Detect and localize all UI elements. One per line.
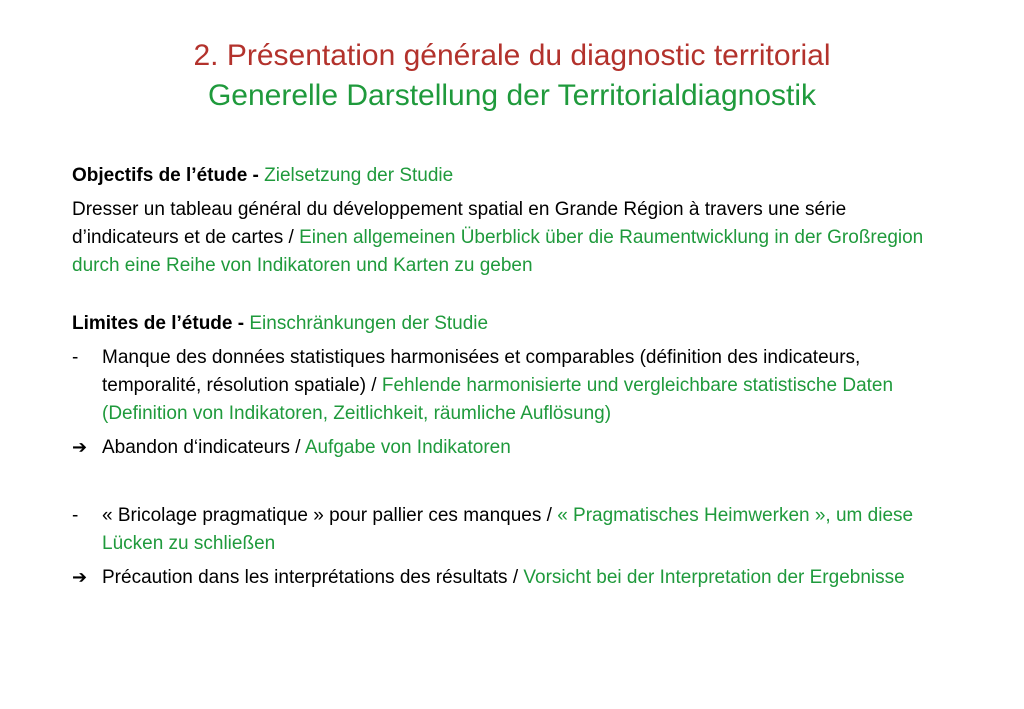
dash-bullet: - (72, 505, 79, 526)
objectives-text-de: Einen allgemeinen Überblick über die Raumentwicklung in der Großregion durch eine Reihe von Indikatoren und Karten zu geben (72, 227, 924, 276)
title-french: 2. Présentation générale du diagnostic territorial (193, 39, 831, 72)
objectives-heading (72, 162, 942, 190)
list-item-text-fr: « Bricolage pragmatique » pour pallier ces manques / (102, 505, 558, 526)
list-item-text-fr: Abandon d‘indicateurs / (102, 437, 305, 458)
objectives-heading-fr: Objectifs de l’étude - (72, 165, 265, 186)
list-item-text-fr: Précaution dans les interprétations des résultats / (102, 567, 524, 588)
list-item-text-de: « Pragmatisches Heimwerken », um diese Lücken zu schließen (102, 505, 914, 554)
list-item-text (102, 344, 942, 428)
list-item-text-de: Aufgabe von Indikatoren (304, 437, 511, 458)
list-item-text (102, 564, 942, 592)
list-item-text-de: Vorsicht bei der Interpretation der Ergebnisse (523, 567, 905, 588)
limits-heading-fr: Limites de l’étude - (72, 313, 250, 334)
list-item-text-fr: Manque des données statistiques harmonisées et comparables (définition des indicateurs, temporalité, résolution spatiale) / (102, 347, 861, 396)
objectives-text-fr: Dresser un tableau général du développement spatial en Grande Région à travers une série d’indicateurs et de cartes / (72, 199, 847, 248)
list-item-text-de: Fehlende harmonisierte und vergleichbare statistische Daten (Definition von Indikatoren, Zeitlichkeit, räumliche Auflösung) (102, 375, 894, 424)
title-german: Generelle Darstellung der Territorialdiagnostik (207, 79, 817, 112)
list-item-text (102, 502, 942, 558)
limits-heading (72, 310, 942, 338)
objectives-text (72, 196, 942, 280)
list-item (72, 502, 942, 558)
slide-title (0, 36, 1024, 116)
list-item-text (102, 434, 942, 462)
list-item (72, 564, 942, 592)
arrow-right-icon: ➔ (72, 567, 88, 588)
slide-content (72, 162, 942, 592)
arrow-right-icon: ➔ (72, 437, 88, 458)
objectives-heading-de: Zielsetzung der Studie (264, 165, 454, 186)
list-item (72, 344, 942, 428)
dash-bullet: - (72, 347, 79, 368)
list-item (72, 434, 942, 462)
limits-heading-de: Einschränkungen der Studie (249, 313, 489, 334)
